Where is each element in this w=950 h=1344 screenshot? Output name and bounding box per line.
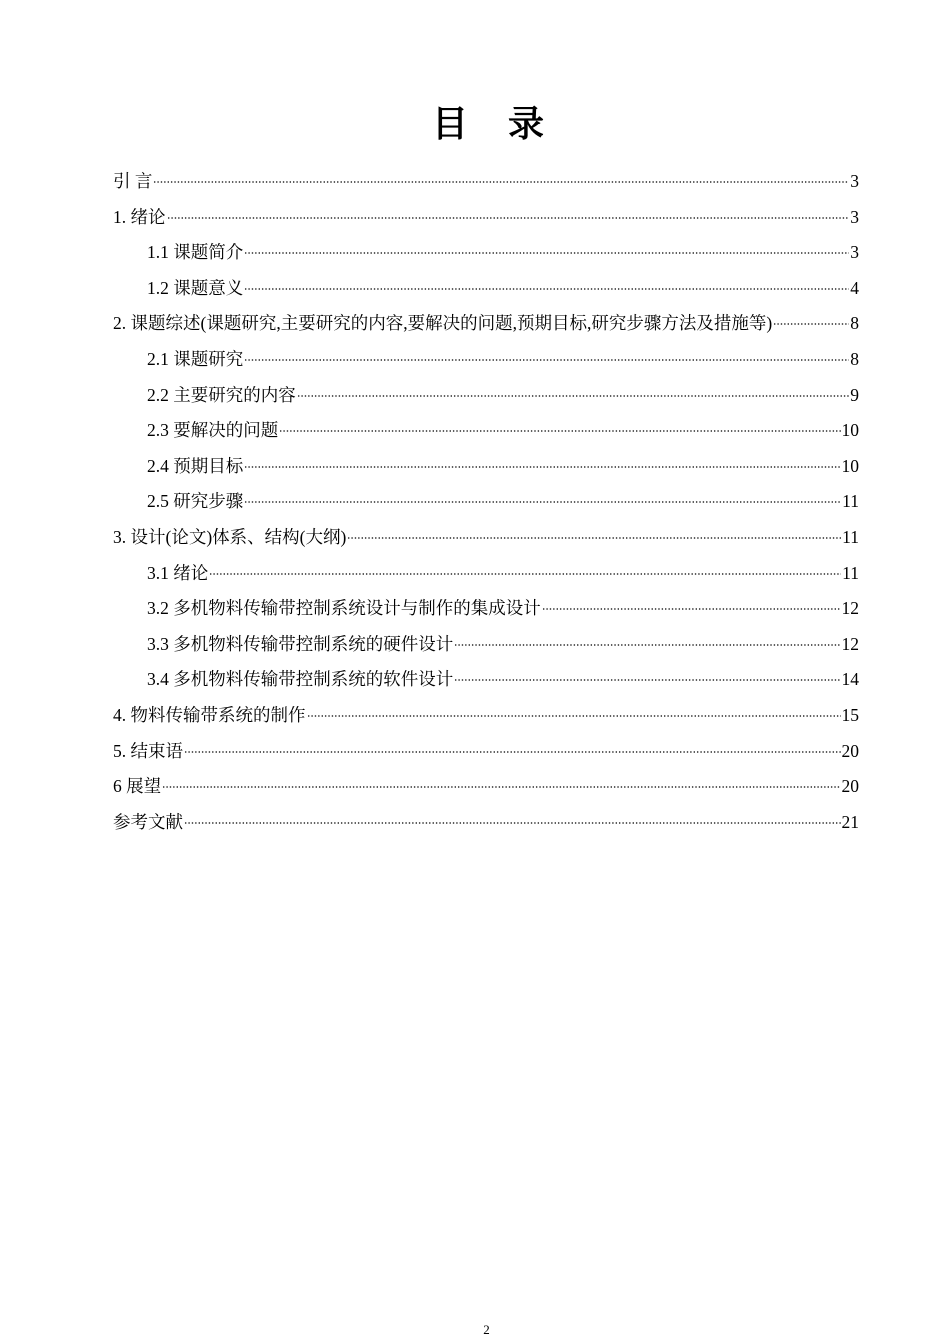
toc-entry[interactable] (113, 484, 859, 520)
toc-entry-page-number: 11 (842, 562, 859, 583)
toc-dot-leader (162, 786, 840, 788)
toc-dot-leader (244, 466, 840, 468)
toc-entry[interactable] (113, 698, 859, 734)
toc-entry[interactable] (113, 342, 859, 378)
toc-entry-page-number: 10 (841, 420, 859, 441)
toc-entry-label: 3.2 多机物料传输带控制系统设计与制作的集成设计 (147, 598, 541, 619)
toc-dot-leader (244, 252, 849, 254)
toc-entry-label: 3. 设计(论文)体系、结构(大纲) (113, 526, 347, 547)
toc-entry[interactable] (113, 413, 859, 449)
toc-entry-page-number: 20 (841, 740, 859, 761)
toc-entry-label: 2.5 研究步骤 (147, 491, 244, 512)
toc-entry[interactable] (113, 769, 859, 805)
toc-entry-page-number: 20 (841, 776, 859, 797)
toc-dot-leader (773, 323, 849, 325)
toc-entry-label: 5. 结束语 (113, 740, 183, 761)
toc-dot-leader (153, 181, 849, 183)
toc-entry[interactable] (113, 734, 859, 770)
toc-entry-label: 1. 绪论 (113, 206, 166, 227)
toc-dot-leader (279, 430, 840, 432)
toc-entry-label: 参考文献 (113, 811, 183, 832)
toc-entry-page-number: 9 (850, 384, 859, 405)
toc-entry-label: 3.3 多机物料传输带控制系统的硬件设计 (147, 633, 454, 654)
toc-entry-label: 1.2 课题意义 (147, 277, 244, 298)
toc-dot-leader (244, 359, 849, 361)
toc-entry-page-number: 11 (842, 526, 859, 547)
toc-entry-page-number: 10 (841, 455, 859, 476)
toc-entry-label: 6 展望 (113, 776, 162, 797)
toc-entry-page-number: 3 (850, 171, 859, 191)
toc-entry-page-number: 12 (841, 633, 859, 654)
toc-dot-leader (244, 288, 849, 290)
toc-entry-page-number: 12 (841, 598, 859, 619)
toc-entry[interactable] (113, 627, 859, 663)
toc-dot-leader (307, 715, 841, 717)
toc-entry-label: 1.1 课题简介 (147, 242, 244, 263)
toc-dot-leader (347, 537, 841, 539)
toc-entry-label: 3.1 绪论 (147, 562, 209, 583)
table-of-contents (113, 164, 859, 840)
toc-entry-label: 3.4 多机物料传输带控制系统的软件设计 (147, 669, 454, 690)
toc-entry-page-number: 4 (850, 277, 859, 298)
toc-entry[interactable] (113, 556, 859, 592)
toc-entry[interactable] (113, 235, 859, 271)
toc-dot-leader (454, 644, 840, 646)
toc-entry-page-number: 3 (850, 242, 859, 263)
toc-entry-page-number: 14 (841, 669, 859, 690)
toc-entry-page-number: 15 (841, 704, 859, 725)
toc-entry[interactable] (113, 164, 859, 200)
toc-entry[interactable] (113, 520, 859, 556)
page-number: 2 (483, 1322, 490, 1337)
toc-entry-label: 2.1 课题研究 (147, 348, 244, 369)
toc-entry-page-number: 8 (850, 313, 859, 334)
toc-entry[interactable] (113, 449, 859, 485)
toc-entry-page-number: 11 (842, 491, 859, 512)
toc-entry[interactable] (113, 200, 859, 236)
toc-dot-leader (542, 608, 841, 610)
toc-entry[interactable] (113, 591, 859, 627)
toc-entry[interactable] (113, 271, 859, 307)
toc-entry-page-number: 21 (841, 811, 859, 832)
toc-entry-label: 引 言 (113, 171, 153, 191)
toc-entry[interactable] (113, 306, 859, 342)
toc-entry[interactable] (113, 662, 859, 698)
toc-entry-label: 2.3 要解决的问题 (147, 420, 279, 441)
toc-entry-page-number: 8 (850, 348, 859, 369)
toc-dot-leader (209, 573, 841, 575)
toc-entry-label: 2.2 主要研究的内容 (147, 384, 296, 405)
toc-dot-leader (167, 217, 850, 219)
toc-dot-leader (297, 395, 850, 397)
toc-entry[interactable] (113, 805, 859, 841)
toc-dot-leader (244, 501, 841, 503)
toc-dot-leader (184, 822, 841, 824)
toc-dot-leader (184, 751, 841, 753)
toc-dot-leader (454, 679, 840, 681)
toc-entry-page-number: 3 (850, 206, 859, 227)
toc-title: 目 录 (431, 104, 546, 145)
toc-entry-label: 2.4 预期目标 (147, 455, 244, 476)
toc-entry-label: 2. 课题综述(课题研究,主要研究的内容,要解决的问题,预期目标,研究步骤方法及措施等) (113, 313, 773, 334)
toc-entry-label: 4. 物料传输带系统的制作 (113, 704, 306, 725)
toc-entry[interactable] (113, 378, 859, 414)
